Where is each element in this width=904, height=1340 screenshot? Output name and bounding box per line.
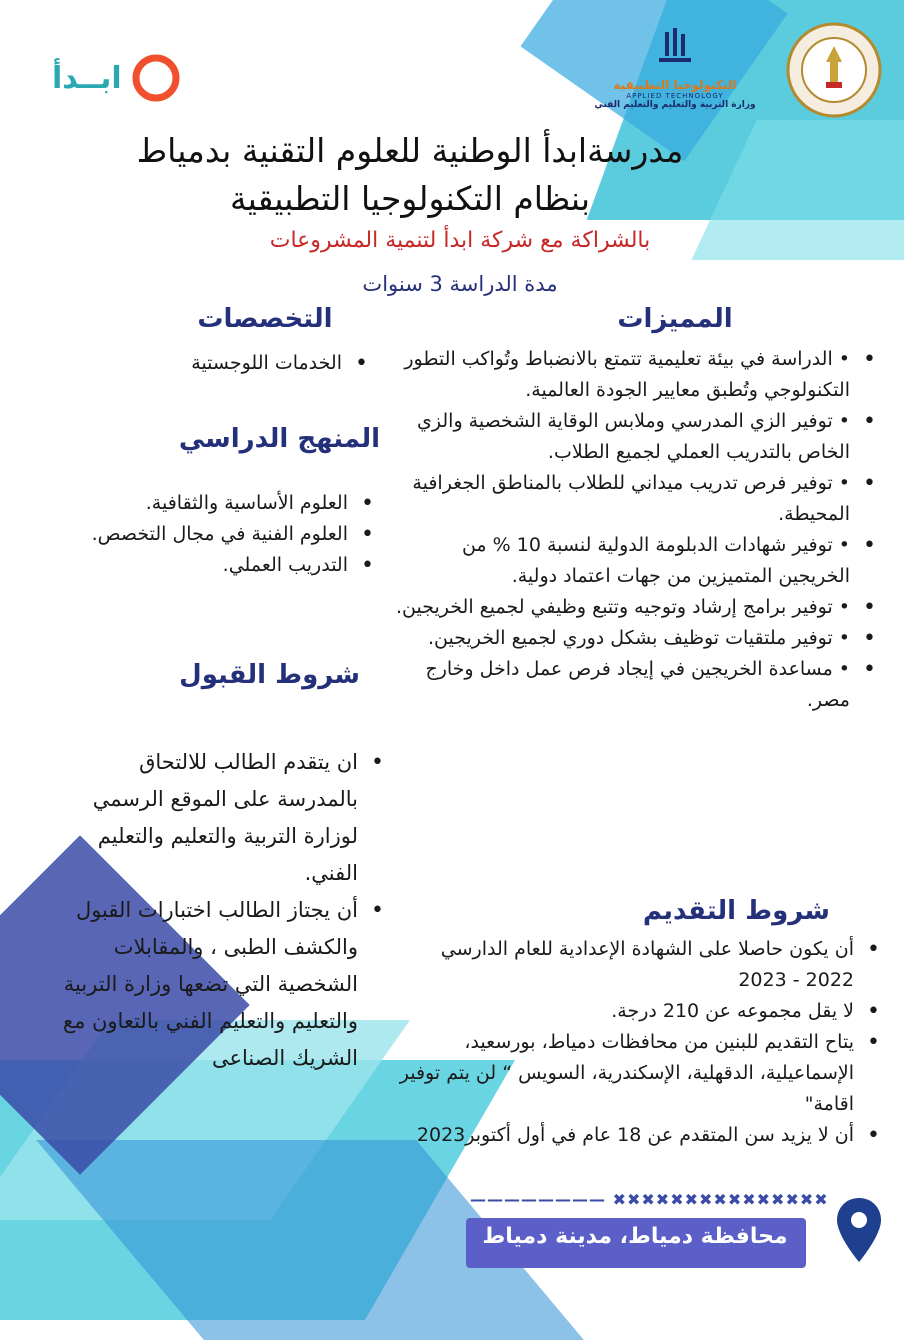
application-list (388, 934, 884, 1151)
acceptance-list (56, 744, 388, 1077)
curriculum-list (60, 488, 378, 581)
footer-decor-line: ———————— ✖✖✖✖✖✖✖✖✖✖✖✖✖✖✖ (470, 1190, 829, 1209)
page-title-line2: بنظام التكنولوجيا التطبيقية (229, 179, 591, 218)
ebda-logo-text: ابــدأ (52, 60, 122, 96)
list-item: • ان يتقدم الطالب للالتحاق بالمدرسة على الموقع الرسمي لوزارة التربية والتعليم والتعليم الفني. (56, 744, 388, 892)
list-item: • • توفير شهادات الدبلومة الدولية لنسبة 10 % من الخريجين المتميزين من جهات اعتماد دولية. (388, 530, 880, 592)
list-item: • • توفير الزي المدرسي وملابس الوقاية الشخصية والزي الخاص بالتدريب العملي لجميع الطلاب. (388, 406, 880, 468)
application-heading: شروط التقديم (642, 896, 830, 926)
specializations-list (110, 348, 372, 379)
list-item: • العلوم الفنية في مجال التخصص. (60, 519, 378, 550)
specializations-heading: التخصصات (197, 304, 333, 334)
acceptance-heading: شروط القبول (179, 660, 360, 690)
list-item: • يتاح التقديم للبنين من محافظات دمياط، بورسعيد، الإسماعيلية، الدقهلية، الإسكندرية، السويس “ لن يتم توفير اقامة" (388, 1027, 884, 1120)
ministry-name: وزارة التربية والتعليم والتعليم الفني (594, 100, 756, 110)
ebda-logo (52, 52, 182, 104)
duration-subtitle: مدة الدراسة 3 سنوات (362, 272, 558, 296)
applied-tech-en: APPLIED TECHNOLOGY (626, 92, 724, 100)
applied-tech-ar: التكنولوجيا التطبيقية (613, 78, 737, 92)
footer-location-text: محافظة دمياط، مدينة دمياط (482, 1224, 788, 1249)
list-item: • • توفير برامج إرشاد وتوجيه وتتبع وظيفي لجميع الخريجين. (388, 592, 880, 623)
features-heading: المميزات (617, 304, 733, 334)
list-item: • • توفير ملتقيات توظيف بشكل دوري لجميع الخريجين. (388, 623, 880, 654)
list-item: • • الدراسة في بيئة تعليمية تتمتع بالانضباط وتُواكب التطور التكنولوجي وتُطبق معايير الجودة العالمية. (388, 344, 880, 406)
ministry-seal-icon (784, 20, 884, 120)
list-item: • العلوم الأساسية والثقافية. (60, 488, 378, 519)
ministry-seal (784, 20, 884, 124)
partnership-subtitle: بالشراكة مع شركة ابدأ لتنمية المشروعات (269, 228, 651, 253)
list-item: • أن يكون حاصلا على الشهادة الإعدادية للعام الدارسي 2022 - 2023 (388, 934, 884, 996)
features-list (388, 344, 880, 716)
map-pin-icon (834, 1196, 884, 1270)
ebda-logo-icon (130, 52, 182, 104)
list-item: • أن يجتاز الطالب اختبارات القبول والكشف الطبى ، والمقابلات الشخصية التي تضعها وزارة التربية والتعليم والتعليم الفني بالتعاون مع الشريك الصناعى (56, 892, 388, 1077)
list-item: • • توفير فرص تدريب ميداني للطلاب بالمناطق الجغرافية المحيطة. (388, 468, 880, 530)
applied-tech-icon (655, 28, 695, 74)
curriculum-heading: المنهج الدراسي (178, 424, 380, 454)
page-title-line1: مدرسةابدأ الوطنية للعلوم التقنية بدمياط (136, 131, 684, 170)
list-item: • الخدمات اللوجستية (110, 348, 372, 379)
list-item: • أن لا يزيد سن المتقدم عن 18 عام في أول أكتوبر2023 (388, 1120, 884, 1151)
list-item: • • مساعدة الخريجين في إيجاد فرص عمل داخل وخارج مصر. (388, 654, 880, 716)
applied-tech-logo (590, 28, 760, 110)
list-item: • التدريب العملي. (60, 550, 378, 581)
list-item: • لا يقل مجموعه عن 210 درجة. (388, 996, 884, 1027)
